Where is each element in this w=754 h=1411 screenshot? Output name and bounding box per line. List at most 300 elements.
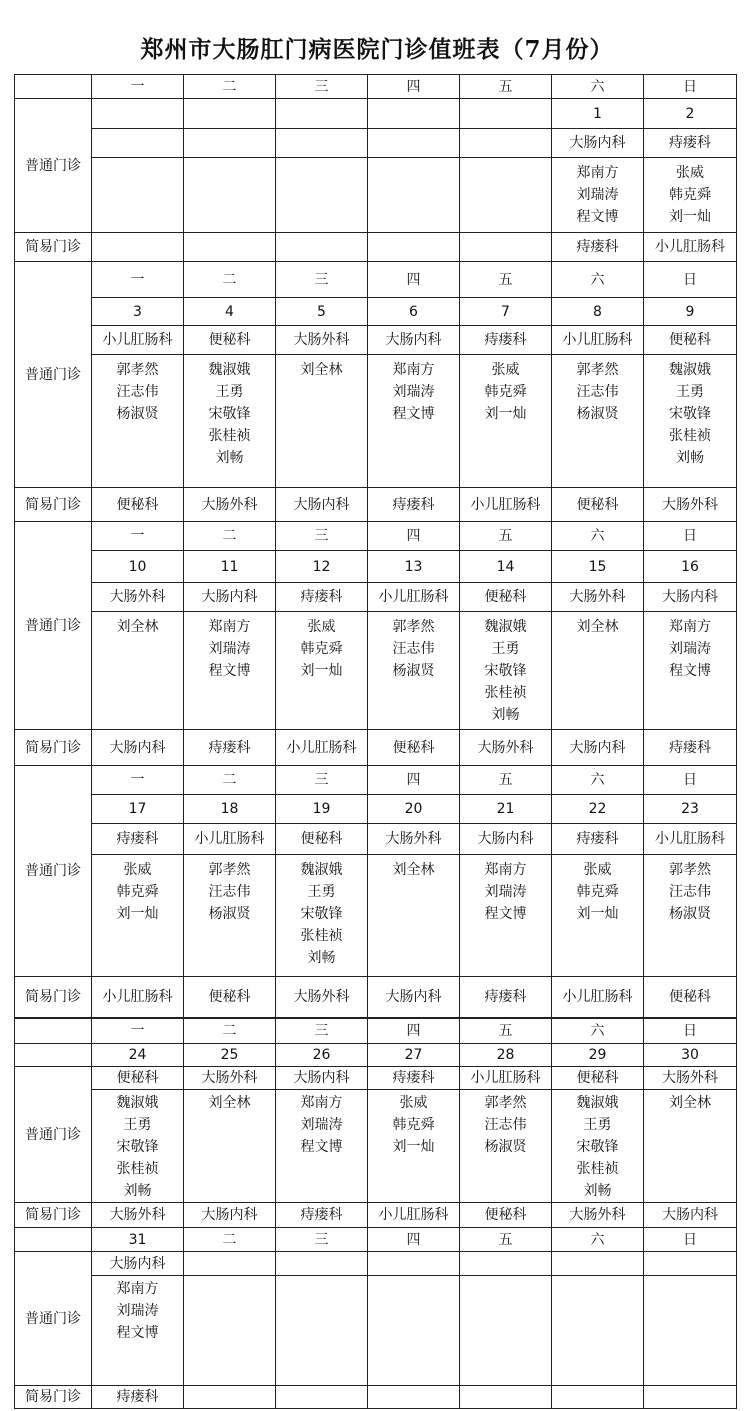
date-cell: 19 [276,795,368,824]
department-cell [276,1252,368,1276]
doctor-name: 刘畅 [307,950,336,966]
general-clinic-label: 普通门诊 [15,1067,92,1203]
weekday-cell: 六 [552,1018,644,1044]
department-row [15,583,737,612]
weekday-cell: 日 [644,1018,737,1044]
simple-clinic-label: 简易门诊 [15,1203,92,1228]
date-cell: 27 [368,1044,460,1067]
simple-clinic-cell: 大肠内科 [552,730,644,766]
doctor-name: 郭孝然 [392,619,435,635]
doctor-name: 刘畅 [215,450,244,466]
date-row [15,298,737,326]
doctor-name: 郭孝然 [576,362,619,378]
date-cell: 26 [276,1044,368,1067]
department-cell: 痔瘘科 [460,326,552,355]
general-clinic-label [15,1018,92,1044]
doctor-name: 刘一灿 [576,906,619,922]
doctor-name: 刘一灿 [116,906,159,922]
department-cell: 大肠内科 [552,129,644,158]
doctor-name: 刘全林 [669,1095,711,1111]
doctors-cell [644,355,737,488]
doctors-cell [460,612,552,730]
doctor-name: 张桂祯 [669,428,711,444]
date-cell: 24 [92,1044,184,1067]
simple-clinic-cell: 小儿肛肠科 [552,977,644,1018]
department-row [15,1067,737,1090]
department-cell: 痔瘘科 [92,824,184,855]
doctors-cell [368,158,460,233]
department-row [15,129,737,158]
simple-clinic-cell: 痔瘘科 [276,1203,368,1228]
date-cell: 20 [368,795,460,824]
doctors-cell [184,855,276,977]
doctors-cell [368,1090,460,1203]
doctor-name: 郑南方 [116,1281,159,1297]
doctor-name: 王勇 [307,884,336,900]
department-cell: 痔瘘科 [552,824,644,855]
weekday-cell: 三 [276,522,368,551]
date-cell: 15 [552,551,644,583]
doctor-name: 宋敬锋 [116,1139,159,1155]
doctor-name: 张桂祯 [300,928,343,944]
doctor-name: 杨淑贤 [392,663,435,679]
department-cell: 便秘科 [92,1067,184,1090]
doctor-name: 王勇 [215,384,244,400]
doctor-name: 魏淑娥 [669,362,711,378]
doctors-cell [92,1090,184,1203]
empty-label-cell [15,1044,92,1067]
doctor-name: 郭孝然 [208,862,251,878]
date-cell: 13 [368,551,460,583]
simple-clinic-cell: 小儿肛肠科 [460,488,552,522]
general-clinic-label: 普通门诊 [15,766,92,977]
weekday-cell: 三 [276,1018,368,1044]
doctors-cell [92,158,184,233]
doctor-name: 刘全林 [208,1095,251,1111]
department-cell: 便秘科 [552,1067,644,1090]
department-cell: 大肠外科 [368,824,460,855]
doctors-cell [184,1090,276,1203]
doctors-cell [368,855,460,977]
doctor-name: 韩克舜 [300,641,343,657]
doctors-cell [460,855,552,977]
doctor-name: 刘瑞涛 [116,1303,159,1319]
date-cell: 30 [644,1044,737,1067]
doctors-cell [276,612,368,730]
doctor-name: 宋敬锋 [576,1139,619,1155]
simple-clinic-cell [184,1386,276,1409]
simple-clinic-cell [460,1386,552,1409]
general-clinic-label: 普通门诊 [15,99,92,233]
date-cell [184,99,276,129]
doctor-name: 刘瑞涛 [208,641,251,657]
doctors-row [15,1090,737,1203]
doctor-name: 杨淑贤 [116,406,159,422]
doctor-name: 杨淑贤 [484,1139,527,1155]
department-cell [184,129,276,158]
doctor-name: 程文博 [576,209,619,225]
weekday-row [15,262,737,298]
doctor-name: 魏淑娥 [576,1095,619,1111]
doctor-name: 汪志伟 [208,884,251,900]
weekday-cell: 五 [460,522,552,551]
department-cell [368,129,460,158]
doctor-name: 程文博 [300,1139,343,1155]
department-cell: 大肠内科 [184,583,276,612]
doctors-cell [276,855,368,977]
department-cell [552,1252,644,1276]
date-cell [276,99,368,129]
simple-clinic-row [15,488,737,522]
date-cell: 1 [552,99,644,129]
weekday-cell: 日 [644,766,737,795]
weekday-cell: 四 [368,75,460,99]
doctor-name: 宋敬锋 [669,406,711,422]
department-cell: 小儿肛肠科 [92,326,184,355]
department-cell: 小儿肛肠科 [460,1067,552,1090]
simple-clinic-cell: 大肠外科 [460,730,552,766]
doctor-name: 郑南方 [484,862,527,878]
corner-cell [15,75,92,99]
simple-clinic-cell: 痔瘘科 [184,730,276,766]
department-cell: 大肠外科 [644,1067,737,1090]
doctor-name: 张桂祯 [576,1161,619,1177]
simple-clinic-cell [276,1386,368,1409]
doctor-name: 汪志伟 [576,384,619,400]
doctors-row [15,355,737,488]
doctors-cell [644,612,737,730]
doctors-cell [276,158,368,233]
simple-clinic-cell: 痔瘘科 [552,233,644,262]
simple-clinic-label: 简易门诊 [15,977,92,1018]
simple-clinic-label: 简易门诊 [15,1386,92,1409]
date-cell: 12 [276,551,368,583]
doctors-cell [552,855,644,977]
doctor-name: 张威 [123,862,152,878]
doctors-cell [644,1090,737,1203]
department-row [15,1252,737,1276]
simple-clinic-cell: 大肠内科 [368,977,460,1018]
simple-clinic-cell: 便秘科 [92,488,184,522]
date-cell: 16 [644,551,737,583]
department-cell: 便秘科 [184,326,276,355]
date-cell: 23 [644,795,737,824]
date-cell: 3 [92,298,184,326]
department-cell: 大肠内科 [92,1252,184,1276]
weekday-cell: 五 [460,1018,552,1044]
doctor-name: 张威 [676,165,704,181]
weekday-cell: 二 [184,1228,276,1252]
department-cell [368,1252,460,1276]
simple-clinic-cell: 大肠外科 [276,977,368,1018]
doctor-name: 韩克舜 [484,384,527,400]
weekday-cell: 四 [368,1018,460,1044]
date-cell: 31 [92,1228,184,1252]
weekday-row [15,1228,737,1252]
doctor-name: 程文博 [392,406,435,422]
simple-clinic-cell: 便秘科 [644,977,737,1018]
doctors-cell [92,612,184,730]
weekday-cell: 一 [92,262,184,298]
weekday-cell: 四 [368,1228,460,1252]
simple-clinic-cell [92,233,184,262]
doctor-name: 郑南方 [576,165,619,181]
doctor-name: 韩克舜 [576,884,619,900]
general-clinic-label: 普通门诊 [15,1252,92,1386]
weekday-cell: 二 [184,1018,276,1044]
weekday-cell: 五 [460,1228,552,1252]
weekday-cell: 日 [644,522,737,551]
simple-clinic-cell: 大肠外科 [644,488,737,522]
weekday-cell: 二 [184,522,276,551]
simple-clinic-cell: 小儿肛肠科 [644,233,737,262]
doctors-row [15,612,737,730]
weekday-cell: 四 [368,522,460,551]
simple-clinic-cell: 痔瘘科 [92,1386,184,1409]
weekday-cell: 六 [552,522,644,551]
department-cell: 痔瘘科 [276,583,368,612]
department-cell [460,129,552,158]
department-cell: 大肠外科 [552,583,644,612]
doctors-cell [92,855,184,977]
doctor-name: 魏淑娥 [300,862,343,878]
doctor-name: 刘一灿 [300,663,343,679]
doctor-name: 韩克舜 [116,884,159,900]
doctors-cell [184,158,276,233]
weekday-row [15,75,737,99]
department-cell: 小儿肛肠科 [644,824,737,855]
weekday-cell: 六 [552,262,644,298]
doctor-name: 郑南方 [300,1095,343,1111]
simple-clinic-cell: 痔瘘科 [644,730,737,766]
department-row [15,824,737,855]
doctor-name: 汪志伟 [484,1117,527,1133]
doctor-name: 宋敬锋 [484,663,527,679]
department-cell [460,1252,552,1276]
doctor-name: 张桂祯 [116,1161,159,1177]
doctor-name: 韩克舜 [669,187,711,203]
page-title: 郑州市大肠肛门病医院门诊值班表（7月份） [140,36,614,63]
general-clinic-label: 普通门诊 [15,522,92,730]
doctors-cell [644,158,737,233]
weekday-cell: 一 [92,75,184,99]
doctors-cell [644,855,737,977]
weekday-cell: 三 [276,75,368,99]
doctor-name: 刘瑞涛 [576,187,619,203]
weekday-row [15,766,737,795]
doctors-cell [644,1276,737,1386]
date-cell: 28 [460,1044,552,1067]
date-row [15,1044,737,1067]
department-cell [276,129,368,158]
simple-clinic-cell [460,233,552,262]
doctors-cell [276,1276,368,1386]
simple-clinic-cell [552,1386,644,1409]
weekday-cell: 日 [644,75,737,99]
doctor-name: 韩克舜 [392,1117,435,1133]
simple-clinic-cell: 便秘科 [368,730,460,766]
date-cell: 2 [644,99,737,129]
weekday-cell: 日 [644,1228,737,1252]
weekday-cell: 三 [276,766,368,795]
department-cell: 大肠内科 [276,1067,368,1090]
simple-clinic-cell: 小儿肛肠科 [92,977,184,1018]
simple-clinic-label: 简易门诊 [15,730,92,766]
simple-clinic-cell: 痔瘘科 [368,488,460,522]
doctor-name: 程文博 [116,1325,159,1341]
simple-clinic-label: 简易门诊 [15,233,92,262]
doctors-cell [552,1090,644,1203]
doctors-cell [368,355,460,488]
doctors-cell [92,355,184,488]
department-cell: 小儿肛肠科 [184,824,276,855]
doctor-name: 杨淑贤 [576,406,619,422]
date-cell [460,99,552,129]
doctors-cell [368,1276,460,1386]
weekday-cell: 一 [92,522,184,551]
weekday-cell: 二 [184,75,276,99]
weekday-cell: 五 [460,766,552,795]
doctors-cell [184,612,276,730]
simple-clinic-cell [184,233,276,262]
doctor-name: 刘畅 [491,707,520,723]
doctor-name: 刘一灿 [669,209,711,225]
doctors-cell [460,1090,552,1203]
weekday-cell: 一 [92,766,184,795]
simple-clinic-cell: 大肠外科 [184,488,276,522]
doctor-name: 刘全林 [116,619,159,635]
doctor-name: 魏淑娥 [116,1095,159,1111]
doctor-name: 魏淑娥 [208,362,251,378]
simple-clinic-cell [644,1386,737,1409]
simple-clinic-cell: 大肠内科 [644,1203,737,1228]
date-cell: 5 [276,298,368,326]
weekday-cell: 二 [184,766,276,795]
department-cell [184,1252,276,1276]
doctors-cell [92,1276,184,1386]
doctors-cell [460,355,552,488]
department-cell [644,1252,737,1276]
simple-clinic-cell: 大肠外科 [92,1203,184,1228]
date-cell: 9 [644,298,737,326]
weekday-cell: 五 [460,262,552,298]
doctor-name: 杨淑贤 [669,906,711,922]
simple-clinic-cell: 便秘科 [184,977,276,1018]
date-cell: 11 [184,551,276,583]
doctor-name: 魏淑娥 [484,619,527,635]
simple-clinic-row [15,977,737,1018]
date-cell: 22 [552,795,644,824]
simple-clinic-row [15,233,737,262]
doctor-name: 程文博 [484,906,527,922]
department-cell: 大肠内科 [644,583,737,612]
doctors-cell [460,158,552,233]
doctors-cell [184,355,276,488]
date-cell: 29 [552,1044,644,1067]
doctor-name: 郑南方 [669,619,711,635]
simple-clinic-cell: 大肠内科 [92,730,184,766]
doctor-name: 汪志伟 [669,884,711,900]
department-cell: 大肠外科 [92,583,184,612]
simple-clinic-label: 简易门诊 [15,488,92,522]
weekday-cell: 四 [368,262,460,298]
department-cell [92,129,184,158]
doctor-name: 王勇 [491,641,520,657]
general-clinic-label: 普通门诊 [15,262,92,488]
doctors-cell [552,158,644,233]
department-cell: 大肠外科 [184,1067,276,1090]
simple-clinic-cell: 大肠内科 [184,1203,276,1228]
date-cell [92,99,184,129]
doctor-name: 王勇 [676,384,704,400]
doctor-name: 郑南方 [392,362,435,378]
doctor-name: 汪志伟 [392,641,435,657]
doctor-name: 王勇 [123,1117,152,1133]
doctor-name: 刘瑞涛 [484,884,527,900]
doctor-name: 刘畅 [676,450,704,466]
simple-clinic-cell: 小儿肛肠科 [276,730,368,766]
doctor-name: 程文博 [669,663,711,679]
simple-clinic-cell [276,233,368,262]
doctor-name: 刘畅 [583,1183,612,1199]
department-row [15,326,737,355]
doctor-name: 郭孝然 [116,362,159,378]
empty-label-cell [15,1228,92,1252]
doctors-cell [552,612,644,730]
weekday-cell: 日 [644,262,737,298]
doctor-name: 郑南方 [208,619,251,635]
date-cell: 25 [184,1044,276,1067]
doctors-row [15,158,737,233]
department-cell: 小儿肛肠科 [552,326,644,355]
doctors-cell [276,355,368,488]
date-cell: 10 [92,551,184,583]
department-cell: 便秘科 [276,824,368,855]
doctor-name: 张威 [399,1095,428,1111]
doctor-name: 刘瑞涛 [392,384,435,400]
doctor-name: 刘全林 [300,362,343,378]
simple-clinic-cell [368,233,460,262]
simple-clinic-cell [368,1386,460,1409]
simple-clinic-cell: 大肠外科 [552,1203,644,1228]
simple-clinic-cell: 小儿肛肠科 [368,1203,460,1228]
simple-clinic-cell: 便秘科 [460,1203,552,1228]
doctor-name: 张威 [583,862,612,878]
doctor-name: 王勇 [583,1117,612,1133]
doctor-name: 刘全林 [392,862,435,878]
date-cell: 8 [552,298,644,326]
weekday-cell: 六 [552,766,644,795]
doctor-name: 杨淑贤 [208,906,251,922]
department-cell: 小儿肛肠科 [368,583,460,612]
doctor-name: 刘全林 [576,619,619,635]
date-row [15,795,737,824]
weekday-cell: 六 [552,1228,644,1252]
department-cell: 大肠内科 [368,326,460,355]
simple-clinic-row [15,1203,737,1228]
date-cell [368,99,460,129]
doctors-cell [276,1090,368,1203]
simple-clinic-cell: 痔瘘科 [460,977,552,1018]
doctor-name: 张威 [307,619,336,635]
date-row [15,551,737,583]
doctor-name: 张威 [491,362,520,378]
department-cell: 大肠内科 [460,824,552,855]
date-cell: 6 [368,298,460,326]
department-cell: 痔瘘科 [644,129,737,158]
doctor-name: 郭孝然 [669,862,711,878]
simple-clinic-cell: 大肠内科 [276,488,368,522]
